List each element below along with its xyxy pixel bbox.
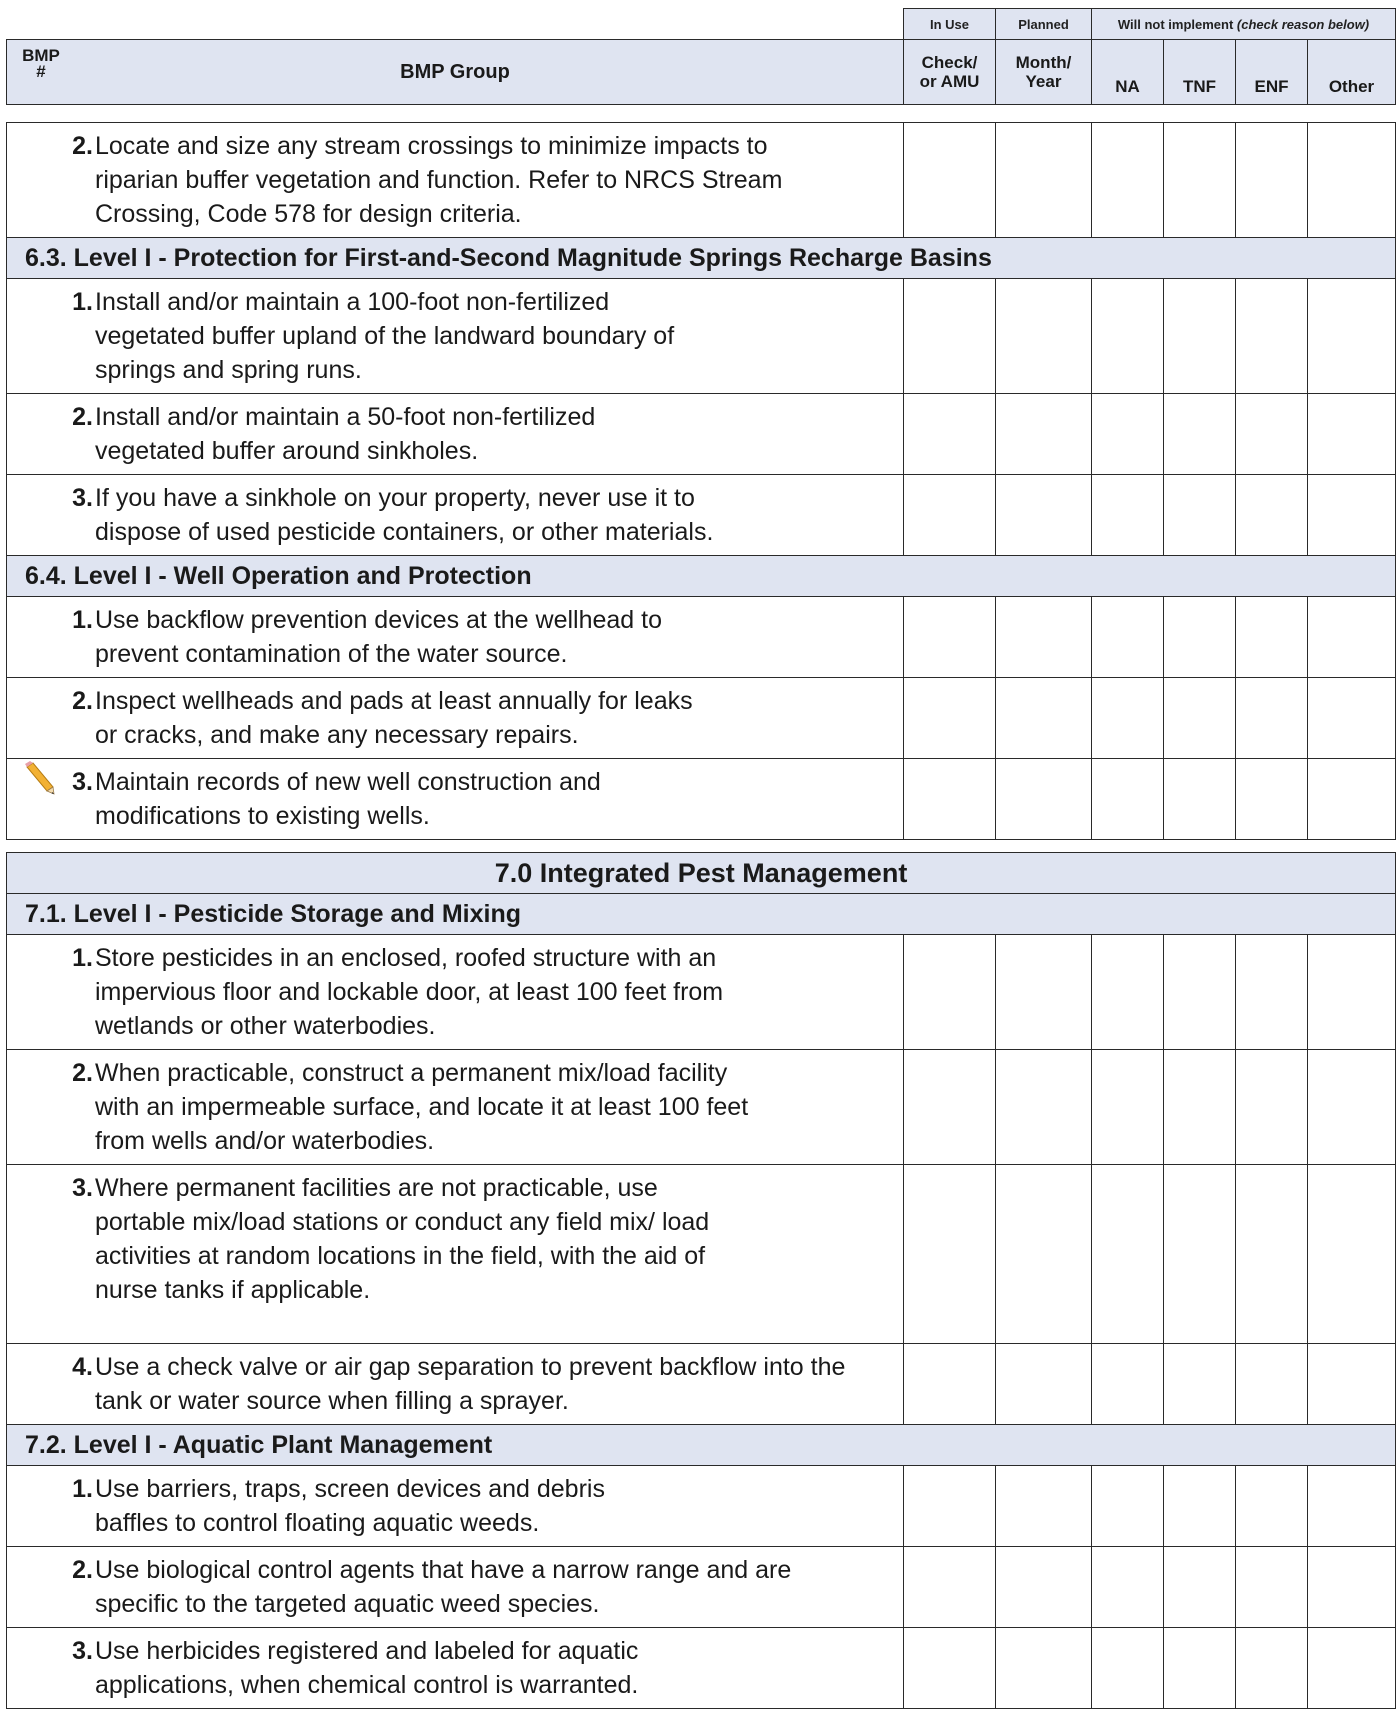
checkbox-cell-enf[interactable] xyxy=(1236,1344,1308,1425)
checkbox-cell-enf[interactable] xyxy=(1236,1165,1308,1344)
bmp-item-text: Install and/or maintain a 100-foot non-fertilized vegetated buffer upland of the landward boundary of springs and spring runs. xyxy=(95,288,675,384)
checkbox-cell-tnf[interactable] xyxy=(1164,678,1236,759)
checkbox-cell-na[interactable] xyxy=(1092,759,1164,840)
bmp-item-number: 1. xyxy=(72,944,93,972)
checkbox-cell-other[interactable] xyxy=(1308,123,1396,238)
bmp-item-number: 2. xyxy=(72,1059,93,1087)
checkbox-cell-na[interactable] xyxy=(1092,475,1164,556)
pencil-icon xyxy=(21,761,57,797)
checkbox-cell-planned[interactable] xyxy=(996,597,1092,678)
checkbox-cell-tnf[interactable] xyxy=(1164,475,1236,556)
bmp-item-number: 3. xyxy=(72,768,93,796)
bmp-item-number: 3. xyxy=(72,484,93,512)
checkbox-cell-enf[interactable] xyxy=(1236,935,1308,1050)
checkbox-cell-na[interactable] xyxy=(1092,935,1164,1050)
checkbox-cell-in-use[interactable] xyxy=(904,394,996,475)
checkbox-cell-enf[interactable] xyxy=(1236,279,1308,394)
subsection-title: 7.2. Level I - Aquatic Plant Management xyxy=(7,1425,1396,1466)
checkbox-cell-other[interactable] xyxy=(1308,1165,1396,1344)
bmp-item-number: 2. xyxy=(72,132,93,160)
header-enf: ENF xyxy=(1236,40,1308,105)
subsection-title: 6.3. Level I - Protection for First-and-Second Magnitude Springs Recharge Basins xyxy=(7,238,1396,279)
header-in-use: In Use xyxy=(904,9,996,40)
checkbox-cell-other[interactable] xyxy=(1308,1628,1396,1709)
header-will-not-implement xyxy=(1092,9,1396,40)
bmp-item-text-cell xyxy=(7,759,904,840)
bmp-item-number: 1. xyxy=(72,288,93,316)
bmp-item-text: Use backflow prevention devices at the wellhead to prevent contamination of the water source. xyxy=(95,606,662,668)
checkbox-cell-in-use[interactable] xyxy=(904,1344,996,1425)
checkbox-cell-in-use[interactable] xyxy=(904,759,996,840)
bmp-item-text: Maintain records of new well construction and modifications to existing wells. xyxy=(95,768,601,830)
bmp-item-text-cell xyxy=(7,1165,904,1344)
checkbox-cell-enf[interactable] xyxy=(1236,394,1308,475)
checkbox-cell-tnf[interactable] xyxy=(1164,1165,1236,1344)
bmp-item-text-cell xyxy=(7,475,904,556)
checkbox-cell-enf[interactable] xyxy=(1236,597,1308,678)
bmp-item-text: Use a check valve or air gap separation to prevent backflow into the tank or water source when filling a sprayer. xyxy=(95,1353,846,1415)
checkbox-cell-na[interactable] xyxy=(1092,1165,1164,1344)
header-tnf: TNF xyxy=(1164,40,1236,105)
bmp-item-text-cell xyxy=(7,1344,904,1425)
checkbox-cell-in-use[interactable] xyxy=(904,1547,996,1628)
bmp-item-number: 1. xyxy=(72,606,93,634)
bmp-item-row xyxy=(7,475,1396,556)
checkbox-cell-tnf[interactable] xyxy=(1164,1628,1236,1709)
checkbox-cell-other[interactable] xyxy=(1308,935,1396,1050)
checkbox-cell-tnf[interactable] xyxy=(1164,1466,1236,1547)
bmp-item-row xyxy=(7,1344,1396,1425)
will-not-label: Will not implement xyxy=(1117,16,1234,32)
bmp-item-text: Use barriers, traps, screen devices and debris baffles to control floating aquatic weeds. xyxy=(95,1475,605,1537)
checkbox-cell-planned[interactable] xyxy=(996,1050,1092,1165)
checkbox-cell-tnf[interactable] xyxy=(1164,759,1236,840)
bmp-item-row xyxy=(7,935,1396,1050)
checkbox-cell-planned[interactable] xyxy=(996,1165,1092,1344)
bmp-item-text-cell xyxy=(7,394,904,475)
checkbox-cell-tnf[interactable] xyxy=(1164,1547,1236,1628)
checkbox-cell-na[interactable] xyxy=(1092,394,1164,475)
checkbox-cell-enf[interactable] xyxy=(1236,1547,1308,1628)
section-7-table xyxy=(6,852,1396,1709)
bmp-item-text-cell xyxy=(7,597,904,678)
bmp-item-row xyxy=(7,1628,1396,1709)
checkbox-cell-enf[interactable] xyxy=(1236,123,1308,238)
checkbox-cell-in-use[interactable] xyxy=(904,123,996,238)
bmp-item-row xyxy=(7,678,1396,759)
checkbox-cell-planned[interactable] xyxy=(996,935,1092,1050)
checkbox-cell-planned[interactable] xyxy=(996,1466,1092,1547)
section-6-table xyxy=(6,122,1396,840)
checkbox-cell-enf[interactable] xyxy=(1236,1050,1308,1165)
checkbox-cell-enf[interactable] xyxy=(1236,678,1308,759)
checkbox-cell-other[interactable] xyxy=(1308,475,1396,556)
checkbox-cell-planned[interactable] xyxy=(996,1344,1092,1425)
bmp-item-text-cell xyxy=(7,1547,904,1628)
checkbox-cell-planned[interactable] xyxy=(996,279,1092,394)
bmp-item-number: 3. xyxy=(72,1174,93,1202)
bmp-item-number: 2. xyxy=(72,403,93,431)
header-blank xyxy=(7,9,904,40)
bmp-item-text-cell xyxy=(7,935,904,1050)
bmp-item-text-cell xyxy=(7,1628,904,1709)
bmp-item-text-cell xyxy=(7,1466,904,1547)
bmp-item-number: 2. xyxy=(72,687,93,715)
header-check-amu: Check/ or AMU xyxy=(904,40,996,105)
checkbox-cell-in-use[interactable] xyxy=(904,475,996,556)
bmp-item-number: 3. xyxy=(72,1637,93,1665)
bmp-item-text: Locate and size any stream crossings to minimize impacts to riparian buffer vegetation and function. Refer to NRCS Stream Crossing, Code 578 for design criteria. xyxy=(95,132,783,228)
bmp-item-text: Use herbicides registered and labeled for aquatic applications, when chemical control is warranted. xyxy=(95,1637,639,1699)
bmp-item-row xyxy=(7,279,1396,394)
bmp-item-number: 2. xyxy=(72,1556,93,1584)
bmp-item-number: 1. xyxy=(72,1475,93,1503)
checkbox-cell-other[interactable] xyxy=(1308,1050,1396,1165)
header-month-year: Month/ Year xyxy=(996,40,1092,105)
checkbox-cell-other[interactable] xyxy=(1308,394,1396,475)
bmp-item-text: If you have a sinkhole on your property, never use it to dispose of used pesticide containers, or other materials. xyxy=(95,484,714,546)
checkbox-cell-other[interactable] xyxy=(1308,678,1396,759)
checkbox-cell-na[interactable] xyxy=(1092,1050,1164,1165)
header-bmp-number: BMP # xyxy=(22,46,60,81)
checkbox-cell-in-use[interactable] xyxy=(904,1466,996,1547)
subsection-title: 7.1. Level I - Pesticide Storage and Mixing xyxy=(7,894,1396,935)
checkbox-cell-enf[interactable] xyxy=(1236,1466,1308,1547)
header-other: Other xyxy=(1308,40,1396,105)
checkbox-cell-in-use[interactable] xyxy=(904,1165,996,1344)
checkbox-cell-planned[interactable] xyxy=(996,475,1092,556)
checkbox-cell-tnf[interactable] xyxy=(1164,123,1236,238)
section-title: 7.0 Integrated Pest Management xyxy=(7,853,1396,894)
checkbox-cell-na[interactable] xyxy=(1092,1344,1164,1425)
checkbox-cell-tnf[interactable] xyxy=(1164,279,1236,394)
checkbox-cell-planned[interactable] xyxy=(996,759,1092,840)
checkbox-cell-other[interactable] xyxy=(1308,279,1396,394)
checkbox-cell-na[interactable] xyxy=(1092,678,1164,759)
bmp-item-row xyxy=(7,1050,1396,1165)
checkbox-cell-enf[interactable] xyxy=(1236,475,1308,556)
bmp-item-text: Where permanent facilities are not practicable, use portable mix/load stations or conduct any field mix/ load activities at random locations in the field, with the aid of nurse tanks if applicable. xyxy=(95,1174,710,1304)
subsection-header-row xyxy=(7,556,1396,597)
subsection-header-row xyxy=(7,1425,1396,1466)
checkbox-cell-na[interactable] xyxy=(1092,123,1164,238)
header-bmp-group: BMP Group xyxy=(400,60,510,83)
checkbox-cell-na[interactable] xyxy=(1092,1547,1164,1628)
checkbox-cell-planned[interactable] xyxy=(996,1628,1092,1709)
checkbox-cell-tnf[interactable] xyxy=(1164,1050,1236,1165)
checkbox-cell-na[interactable] xyxy=(1092,597,1164,678)
checkbox-cell-other[interactable] xyxy=(1308,1344,1396,1425)
checkbox-cell-planned[interactable] xyxy=(996,394,1092,475)
checkbox-cell-other[interactable] xyxy=(1308,1547,1396,1628)
bmp-item-row xyxy=(7,759,1396,840)
checkbox-cell-other[interactable] xyxy=(1308,1466,1396,1547)
header-planned: Planned xyxy=(996,9,1092,40)
bmp-item-number: 4. xyxy=(72,1353,93,1381)
checkbox-cell-in-use[interactable] xyxy=(904,1050,996,1165)
bmp-item-text: Use biological control agents that have a narrow range and are specific to the targeted aquatic weed species. xyxy=(95,1556,792,1618)
checkbox-cell-na[interactable] xyxy=(1092,279,1164,394)
bmp-item-text-cell xyxy=(7,678,904,759)
bmp-item-text-cell xyxy=(7,1050,904,1165)
checkbox-cell-tnf[interactable] xyxy=(1164,935,1236,1050)
checkbox-cell-planned[interactable] xyxy=(996,123,1092,238)
checkbox-cell-tnf[interactable] xyxy=(1164,597,1236,678)
checkbox-cell-in-use[interactable] xyxy=(904,1628,996,1709)
bmp-item-text-cell xyxy=(7,123,904,238)
checkbox-cell-tnf[interactable] xyxy=(1164,1344,1236,1425)
bmp-item-text: Install and/or maintain a 50-foot non-fertilized vegetated buffer around sinkholes. xyxy=(95,403,596,465)
subsection-header-row xyxy=(7,238,1396,279)
will-not-note: (check reason below) xyxy=(1236,16,1370,32)
subsection-title: 6.4. Level I - Well Operation and Protection xyxy=(7,556,1396,597)
checkbox-cell-in-use[interactable] xyxy=(904,678,996,759)
checkbox-cell-na[interactable] xyxy=(1092,1466,1164,1547)
bmp-item-row xyxy=(7,1165,1396,1344)
header-na: NA xyxy=(1092,40,1164,105)
bmp-item-text-cell xyxy=(7,279,904,394)
checkbox-cell-other[interactable] xyxy=(1308,759,1396,840)
bmp-item-row xyxy=(7,1547,1396,1628)
header-bmp-group-cell xyxy=(7,40,904,105)
checkbox-cell-na[interactable] xyxy=(1092,1628,1164,1709)
column-header-table xyxy=(6,8,1396,105)
bmp-item-row xyxy=(7,394,1396,475)
bmp-item-text: Store pesticides in an enclosed, roofed structure with an impervious floor and lockable door, at least 100 feet from wetlands or other waterbodies. xyxy=(95,944,724,1040)
checkbox-cell-other[interactable] xyxy=(1308,597,1396,678)
checkbox-cell-in-use[interactable] xyxy=(904,279,996,394)
checkbox-cell-enf[interactable] xyxy=(1236,1628,1308,1709)
checkbox-cell-in-use[interactable] xyxy=(904,597,996,678)
checkbox-cell-enf[interactable] xyxy=(1236,759,1308,840)
checkbox-cell-in-use[interactable] xyxy=(904,935,996,1050)
bmp-item-row xyxy=(7,123,1396,238)
bmp-item-row xyxy=(7,597,1396,678)
checkbox-cell-planned[interactable] xyxy=(996,678,1092,759)
checkbox-cell-planned[interactable] xyxy=(996,1547,1092,1628)
bmp-item-text: Inspect wellheads and pads at least annually for leaks or cracks, and make any necessary repairs. xyxy=(95,687,693,749)
bmp-item-row xyxy=(7,1466,1396,1547)
bmp-item-text: When practicable, construct a permanent mix/load facility with an impermeable surface, and locate it at least 100 feet from wells and/or waterbodies. xyxy=(95,1059,749,1155)
section-header-row xyxy=(7,853,1396,894)
subsection-header-row xyxy=(7,894,1396,935)
checkbox-cell-tnf[interactable] xyxy=(1164,394,1236,475)
